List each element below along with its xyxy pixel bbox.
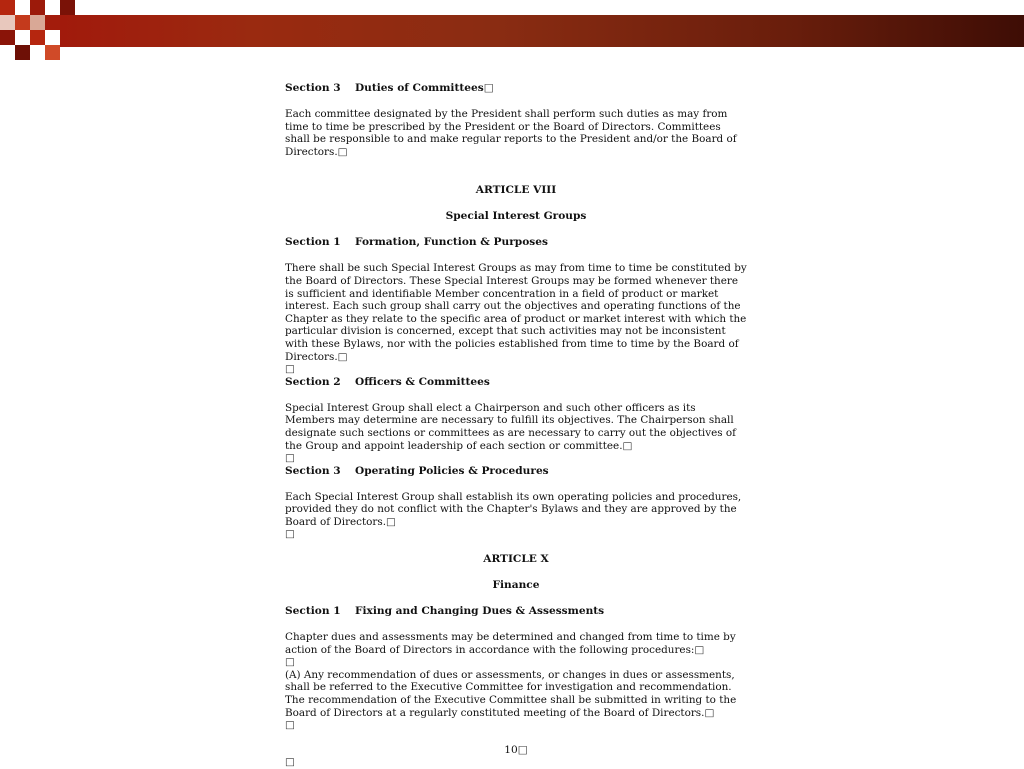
paragraph-text: (A) Any recommendation of dues or assessments, or changes in dues or assessments, shall be referred to the Executive Committee for investigation and recommendation. The recommendation of the Executive Committee shall be submitted in writing to the Board of Directors at a regularly constituted meeting of the Board of Directors. [285, 668, 737, 719]
header-square [60, 0, 75, 15]
section-paragraph: (A) Any recommendation of dues or assessments, or changes in dues or assessments, shall be referred to the Executive Committee for investigation and recommendation. The recommendation of the Executive Committee shall be submitted in writing to the Board of Directors at a regularly constituted meeting of the Board of Directors.□ [285, 668, 737, 719]
article-heading: ARTICLE X [483, 553, 549, 566]
header-square [0, 30, 15, 45]
section-paragraph: Special Interest Group shall elect a Chairperson and such other officers as its Members may determine are necessary to fulfill its objectives. The Chairperson shall designate such sections or committees as are necessary to carry out the objectives of the Group and appoint leadership of each section or committee.□ [285, 401, 736, 452]
paragraph-text: Each Special Interest Group shall establish its own operating policies and procedures, provided they do not conflict with the Chapter's Bylaws and they are approved by the Board of Directors. [285, 490, 742, 528]
paragraph-mark: □ [285, 719, 295, 732]
slide-header-decoration [0, 0, 1024, 62]
header-square [0, 0, 15, 15]
header-square [30, 30, 45, 45]
section-paragraph: There shall be such Special Interest Groups as may from time to time be constituted by the Board of Directors. These Special Interest Groups may be formed whenever there is sufficient and identifiable Member concentration in a field of product or market interest. Each such group shall carry out the objectives and operating functions of the Chapter as they relate to the specific area of product or market interest with which the particular division is concerned, except that such activities may not be inconsistent with these Bylaws, nor with the policies established from time to time by the Board of Directors.□ [285, 262, 747, 363]
section-number: Section 3 [285, 82, 341, 94]
header-square [45, 15, 60, 30]
paragraph-mark: □ [285, 452, 295, 465]
section-number: Section 2 [285, 375, 341, 388]
section-heading [285, 465, 747, 479]
section-title: Operating Policies & Procedures [355, 464, 549, 477]
header-square [30, 0, 45, 15]
section-number: Section 3 [285, 464, 341, 477]
article-subheading: Finance [492, 579, 540, 592]
section-title: Officers & Committees [355, 375, 490, 388]
paragraph-text: There shall be such Special Interest Groups as may from time to time be constituted by the Board of Directors. These Special Interest Groups may be formed whenever there is sufficient and identifiable Member concentration in a field of product or market interest. Each such group shall carry out the objectives and operating functions of the Chapter as they relate to the specific area of product or market interest with which the particular division is concerned, except that such activities may not be inconsistent with these Bylaws, nor with the policies established from time to time by the Board of Directors. [285, 262, 747, 363]
section-title: Fixing and Changing Dues & Assessments [355, 605, 605, 618]
paragraph-mark: □ [285, 363, 295, 376]
section-number: Section 1 [285, 605, 341, 618]
paragraph-mark: □ [285, 656, 295, 669]
section-heading [285, 376, 747, 390]
header-square [30, 15, 45, 30]
paragraph-mark: □ [285, 528, 295, 541]
header-square [15, 15, 30, 30]
document-body [285, 82, 747, 769]
header-square [45, 45, 60, 60]
header-gradient-bar [60, 15, 1024, 47]
header-square [15, 45, 30, 60]
header-square [0, 15, 15, 30]
paragraph-mark: □ [483, 82, 494, 94]
paragraph-text: Chapter dues and assessments may be determined and changed from time to time by action of the Board of Directors in accordance with the following procedures: [285, 631, 736, 656]
page-number: 10□ [504, 743, 528, 756]
paragraph-text: Each committee designated by the President shall perform such duties as may from time to time be prescribed by the President or the Board of Directors. Committees shall be responsible to and make regular reports to the President and/or the Board of Directors. [285, 108, 737, 158]
section-paragraph: Each committee designated by the President shall perform such duties as may from time to time be prescribed by the President or the Board of Directors. Committees shall be responsible to and make regular reports to the President and/or the Board of Directors.□ [285, 108, 737, 158]
section-paragraph: Each Special Interest Group shall establish its own operating policies and procedures, provided they do not conflict with the Chapter's Bylaws and they are approved by the Board of Directors.□ [285, 490, 742, 528]
section-heading [285, 605, 747, 619]
section-heading [285, 82, 747, 96]
section-number: Section 1 [285, 236, 341, 249]
section-title: Duties of Committees [355, 82, 484, 94]
paragraph-text: Special Interest Group shall elect a Chairperson and such other officers as its Members may determine are necessary to fulfill its objectives. The Chairperson shall designate such sections or committees as are necessary to carry out the objectives of the Group and appoint leadership of each section or committee. [285, 401, 736, 452]
paragraph-mark: □ [285, 756, 295, 769]
section-heading [285, 236, 747, 250]
article-heading: ARTICLE VIII [475, 184, 557, 197]
section-title: Formation, Function & Purposes [355, 236, 548, 249]
section-paragraph: Chapter dues and assessments may be determined and changed from time to time by action of the Board of Directors in accordance with the following procedures:□ [285, 631, 736, 656]
article-subheading: Special Interest Groups [445, 210, 587, 223]
